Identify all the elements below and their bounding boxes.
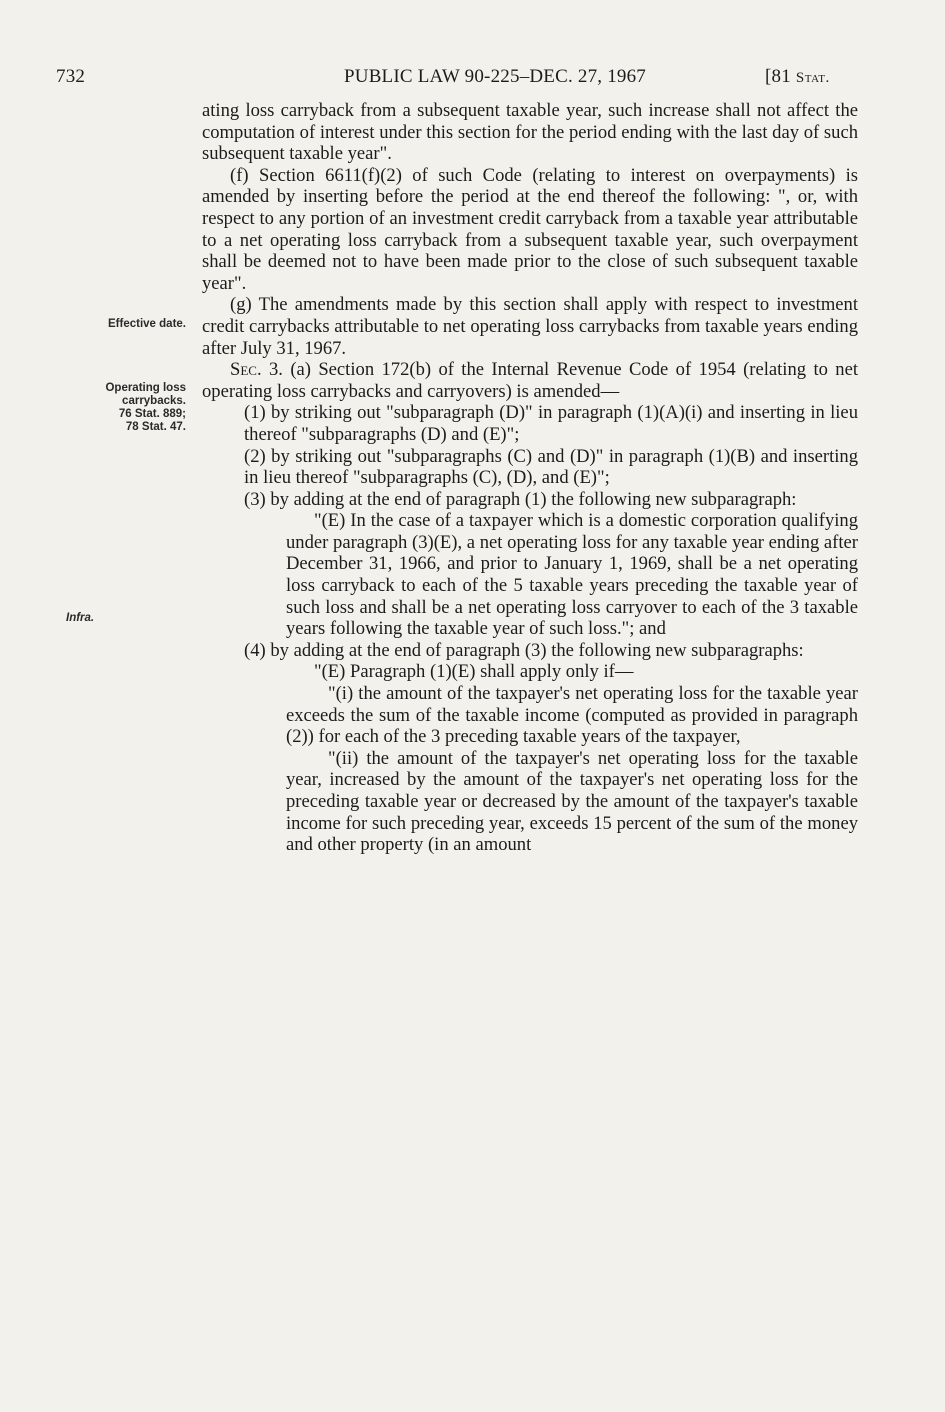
quoted-clause-i: "(i) the amount of the taxpayer's net operating loss for the taxable year exceeds the sum of the taxable income (computed as provided in paragraph (2)) for each of the 3 preceding taxable years of the taxpayer,	[286, 683, 858, 748]
section-3-text: 3. (a) Section 172(b) of the Internal Revenue Code of 1954 (relating to net operating loss carrybacks and carryovers) is amended—	[202, 359, 858, 402]
stat-volume: [81	[765, 66, 791, 87]
margin-note-line: 78 Stat. 47.	[125, 421, 186, 433]
page-number: 732	[56, 66, 86, 87]
clause-2: (2) by striking out "subparagraphs (C) and (D)" in paragraph (1)(B) and inserting in lieu thereof "subparagraphs (C), (D), and (E)";	[244, 445, 858, 489]
margin-note-line: carrybacks.	[122, 395, 186, 407]
margin-note-effective-date: Effective date.	[108, 318, 186, 330]
statute-text	[202, 100, 858, 856]
section-label: Sec.	[230, 359, 262, 381]
quoted-clause-ii: "(ii) the amount of the taxpayer's net operating loss for the taxable year, increased by the amount of the taxpayer's net operating loss for the preceding taxable year or decreased by the amount of the taxpayer's taxable income for such preceding year, exceeds 15 percent of the sum of the money and other property (in an amount	[286, 747, 858, 856]
margin-note-operating-loss	[46, 382, 186, 434]
margin-note-line: 76 Stat. 889;	[118, 408, 186, 420]
paragraph-f: (f) Section 6611(f)(2) of such Code (relating to interest on overpayments) is amended by inserting before the period at the end thereof the following: ", or, with respect to any portion of an investment credit carryback from a taxable year attributable to a net operating loss carryback from a subsequent taxable year, such overpayment shall be deemed not to have been made prior to the close of such subsequent taxable year".	[202, 164, 858, 294]
header-stat-citation	[765, 66, 830, 88]
clause-3: (3) by adding at the end of paragraph (1) the following new subparagraph:	[244, 488, 797, 510]
quoted-subparagraph-e: "(E) In the case of a taxpayer which is a domestic corporation qualifying under paragraph (3)(E), a net operating loss for any taxable year ending after December 31, 1966, and prior to January 1, 1969, shall be a net operating loss carryback to each of the 5 taxable years preceding the taxable year of such loss and shall be a net operating loss carryover to each of the 3 taxable years following the taxable year of such loss."; and	[286, 510, 858, 640]
paragraph-continuation: ating loss carryback from a subsequent taxable year, such increase shall not affect the computation of interest under this section for the period ending with the last day of such subsequent taxable year".	[202, 100, 858, 165]
clause-1: (1) by striking out "subparagraph (D)" in paragraph (1)(A)(i) and inserting in lieu thereof "subparagraphs (D) and (E)";	[244, 402, 858, 445]
quoted-paragraph-e: "(E) Paragraph (1)(E) shall apply only if—	[314, 661, 634, 683]
stat-label: Stat.	[795, 70, 830, 86]
margin-note-line: Operating loss	[105, 382, 186, 394]
section-3-paragraph	[202, 359, 858, 402]
paragraph-g: (g) The amendments made by this section shall apply with respect to investment credit carrybacks attributable to net operating loss carrybacks from taxable years ending after July 31, 1967.	[202, 294, 858, 359]
header-title: PUBLIC LAW 90-225–DEC. 27, 1967	[344, 66, 646, 87]
margin-note-infra: Infra.	[66, 612, 95, 624]
clause-4: (4) by adding at the end of paragraph (3) the following new subparagraphs:	[244, 639, 804, 661]
running-header	[0, 66, 945, 96]
